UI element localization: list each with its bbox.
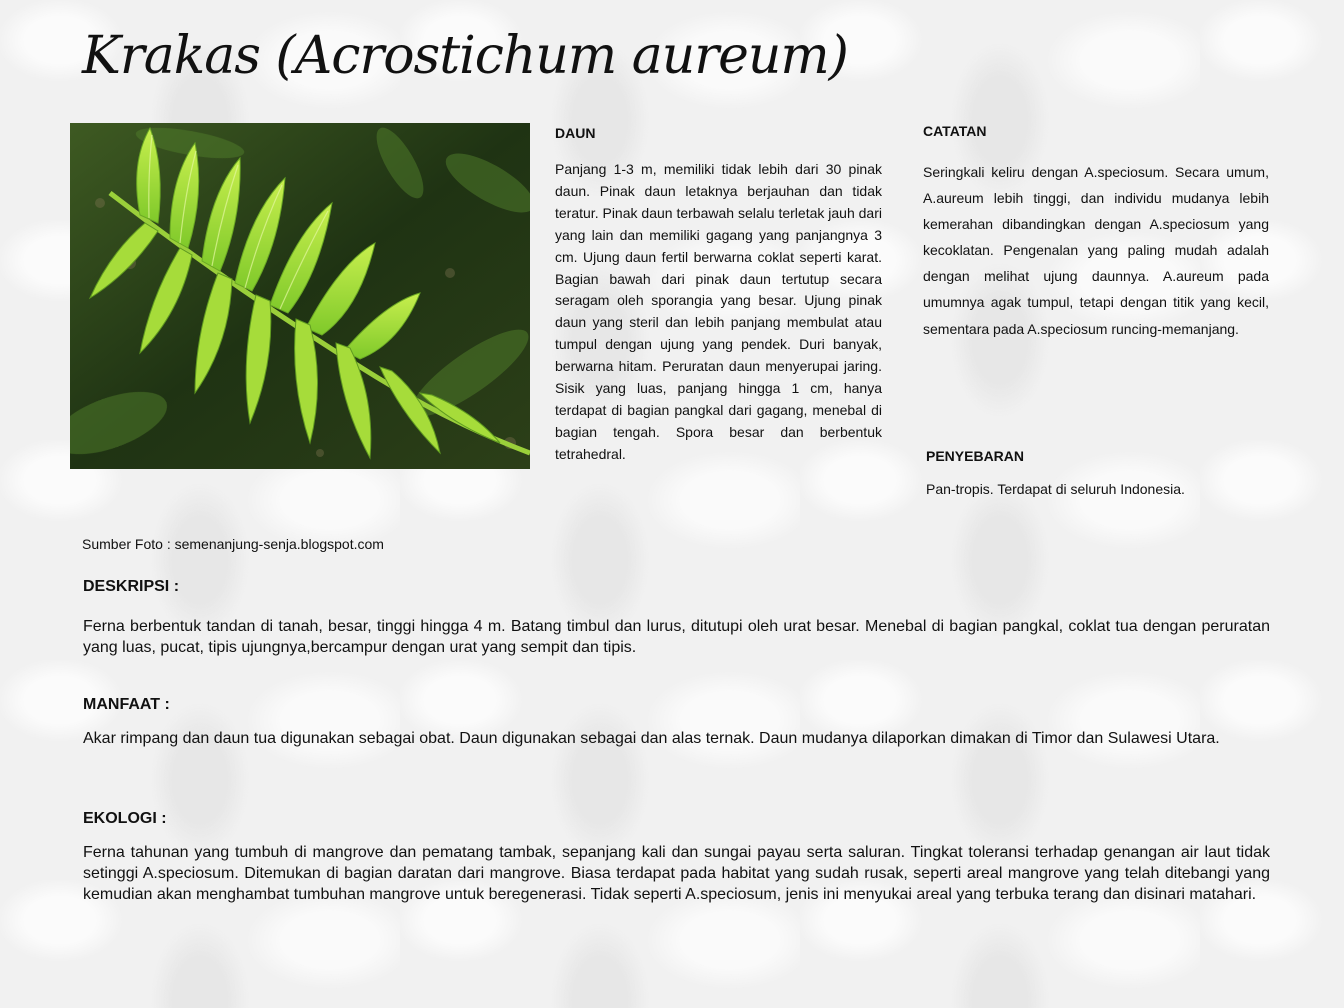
manfaat-section bbox=[83, 696, 1270, 749]
penyebaran-heading: PENYEBARAN bbox=[926, 448, 1025, 464]
daun-section bbox=[555, 125, 882, 466]
penyebaran-section bbox=[926, 448, 1266, 500]
catatan-heading: CATATAN bbox=[923, 123, 987, 139]
penyebaran-text: Pan-tropis. Terdapat di seluruh Indonesia. bbox=[926, 481, 1185, 497]
deskripsi-section bbox=[83, 578, 1270, 658]
catatan-text: Seringkali keliru dengan A.speciosum. Secara umum, A.aureum lebih tinggi, dan individu mudanya lebih kemerahan dibandingkan dengan A.speciosum yang kecoklatan. Pengenalan yang paling mudah adalah dengan melihat ujung daunnya. A.aureum pada umumnya agak tumpul, tetapi dengan titik yang kecil, sementara pada A.speciosum runcing-memanjang. bbox=[923, 164, 1269, 337]
ekologi-text: Ferna tahunan yang tumbuh di mangrove dan pematang tambak, sepanjang kali dan sungai payau serta saluran. Tingkat toleransi terhadap genangan air laut tidak setinggi A.speciosum. Ditemukan di bagian daratan dari mangrove. Biasa terdapat pada habitat yang sudah rusak, seperti areal mangrove yang telah ditebangi yang kemudian akan menghambat tumbuhan mangrove untuk beregenerasi. Tidak seperti A.speciosum, jenis ini menyukai areal yang terbuka terang dan disinari matahari. bbox=[83, 844, 1270, 903]
daun-heading: DAUN bbox=[555, 125, 596, 141]
fern-photo bbox=[70, 123, 530, 469]
manfaat-heading: MANFAAT : bbox=[83, 696, 170, 713]
daun-text: Panjang 1-3 m, memiliki tidak lebih dari 30 pinak daun. Pinak daun letaknya berjauhan dan tidak teratur. Pinak daun terbawah selalu terletak jauh dari yang lain dan memiliki gagang yang panjangnya 3 cm. Ujung daun fertil berwarna coklat seperti karat. Bagian bawah dari pinak daun tertutup secara seragam oleh sporangia yang besar. Ujung pinak daun yang steril dan lebih panjang membulat atau tumpul dengan ujung yang pendek. Duri banyak, berwarna hitam. Peruratan daun menyerupai jaring. Sisik yang luas, panjang hingga 1 cm, hanya terdapat di bagian pangkal dari gagang, menebal di bagian tengah. Spora besar dan berbentuk tetrahedral. bbox=[555, 161, 882, 462]
manfaat-text: Akar rimpang dan daun tua digunakan sebagai obat. Daun digunakan sebagai dan alas ternak. Daun mudanya dilaporkan dimakan di Timor dan Sulawesi Utara. bbox=[83, 730, 1220, 747]
deskripsi-heading: DESKRIPSI : bbox=[83, 578, 180, 595]
photo-credit: Sumber Foto : semenanjung-senja.blogspot.com bbox=[82, 536, 384, 552]
page-title: Krakas (Acrostichum aureum) bbox=[82, 26, 848, 86]
deskripsi-text: Ferna berbentuk tandan di tanah, besar, tinggi hingga 4 m. Batang timbul dan lurus, ditutupi oleh urat besar. Menebal di bagian pangkal, coklat tua dengan peruratan yang luas, pucat, tipis ujungnya,bercampur dengan urat yang sempit dan tipis. bbox=[83, 618, 1270, 656]
ekologi-section bbox=[83, 810, 1270, 905]
catatan-section bbox=[923, 123, 1269, 342]
ekologi-heading: EKOLOGI : bbox=[83, 810, 167, 827]
